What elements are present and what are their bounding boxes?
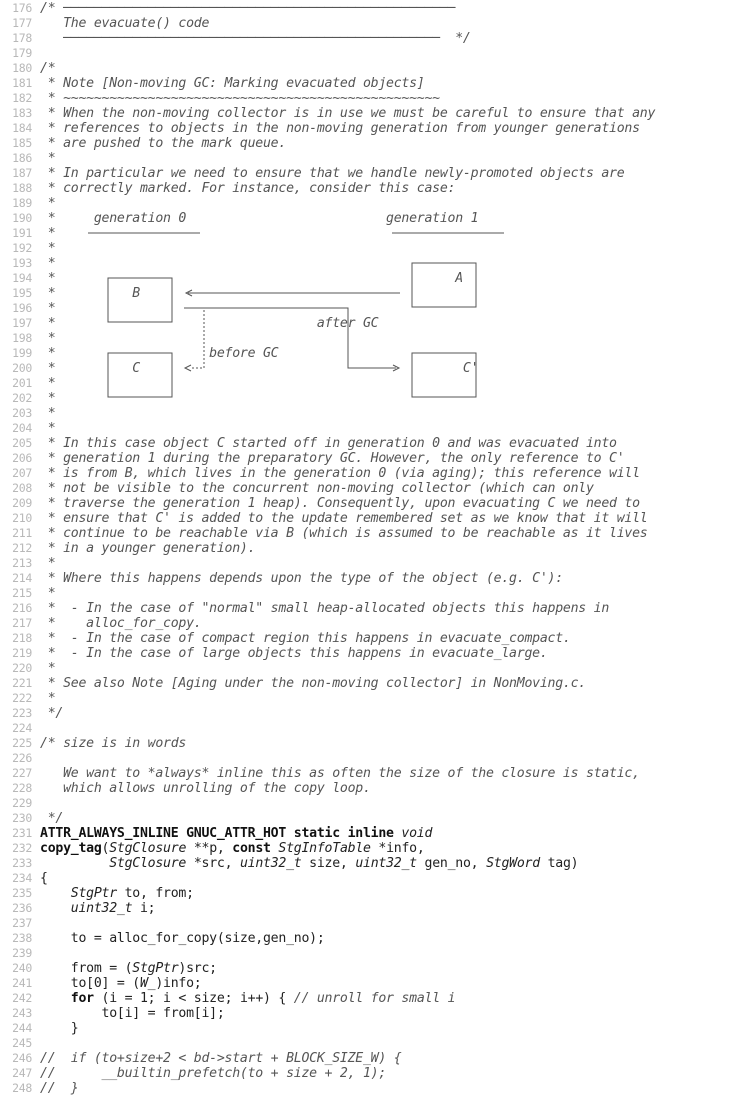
line-number: 206: [12, 451, 32, 465]
line-number: 207: [12, 466, 32, 480]
code-token: *: [40, 151, 56, 166]
line-number: 225: [12, 736, 32, 750]
code-token: ───────────────────────────────────────────────── */: [40, 31, 471, 46]
code-token: to, from;: [116, 886, 194, 901]
code-token: *info,: [370, 841, 425, 856]
code-token: * - In the case of large objects this happens in evacuate_large.: [40, 646, 548, 661]
line-text: [40, 616, 201, 631]
code-token: *: [40, 256, 56, 271]
line-text: [40, 691, 55, 706]
line-number: 211: [12, 526, 32, 540]
line-number: 190: [12, 211, 32, 225]
line-number: 192: [12, 241, 32, 255]
line-number: 177: [12, 16, 32, 30]
line-text: [40, 991, 455, 1006]
line-number: 215: [12, 586, 32, 600]
code-token: * Where this happens depends upon the type of the object (e.g. C'):: [40, 571, 563, 586]
code-token: *: [40, 226, 56, 241]
line-text: [40, 61, 55, 76]
code-token: * In particular we need to ensure that we handle newly-promoted objects are: [40, 166, 625, 181]
line-number: 189: [12, 196, 32, 210]
code-token: /* size is in words: [40, 736, 187, 751]
code-token: [40, 901, 71, 916]
line-number: 209: [12, 496, 32, 510]
code-token: const: [232, 841, 279, 856]
code-token: * B: [40, 286, 140, 301]
code-token: [40, 991, 71, 1006]
line-number: 200: [12, 361, 32, 375]
code-token: * after GC: [40, 316, 379, 331]
line-text: [40, 16, 209, 31]
code-token: * C C': [40, 361, 479, 376]
line-text: [40, 706, 63, 721]
line-number: 193: [12, 256, 32, 270]
line-number: 214: [12, 571, 32, 585]
line-text: [40, 1, 455, 16]
code-token: * - In the case of compact region this happens in evacuate_compact.: [40, 631, 571, 646]
line-number: 237: [12, 916, 32, 930]
line-number: 222: [12, 691, 32, 705]
line-text: [40, 676, 586, 691]
code-token: * generation 0 generation 1: [40, 211, 479, 226]
line-number: 231: [12, 826, 32, 840]
code-token: tag): [539, 856, 579, 871]
code-token: (: [101, 841, 110, 856]
line-text: [40, 871, 48, 886]
line-text: [40, 241, 55, 256]
code-token: *: [40, 421, 56, 436]
code-token: to[i] = from[i];: [40, 1006, 225, 1021]
code-token: The evacuate() code: [40, 16, 210, 31]
line-text: [40, 376, 55, 391]
code-token: [40, 886, 71, 901]
code-token: *: [40, 301, 56, 316]
line-number: 223: [12, 706, 32, 720]
line-number: 202: [12, 391, 32, 405]
code-token: }: [40, 1021, 79, 1036]
code-token: * A: [40, 271, 463, 286]
line-text: [40, 841, 425, 856]
line-number: 186: [12, 151, 32, 165]
line-number: 236: [12, 901, 32, 915]
code-token: for: [70, 991, 94, 1006]
line-text: [40, 526, 647, 541]
line-number: 210: [12, 511, 32, 525]
code-token: i;: [132, 901, 156, 916]
line-text: [40, 76, 424, 91]
line-number: 230: [12, 811, 32, 825]
code-token: // if (to+size+2 < bd->start + BLOCK_SIZE_W) {: [40, 1051, 402, 1066]
line-text: [40, 766, 640, 781]
line-text: [40, 121, 640, 136]
line-number: 224: [12, 721, 32, 735]
line-text: [40, 571, 563, 586]
code-token: *src,: [186, 856, 240, 871]
code-token: * not be visible to the concurrent non-moving collector (which can only: [40, 481, 594, 496]
code-token: *: [40, 661, 56, 676]
line-number: 218: [12, 631, 32, 645]
line-text: [40, 961, 217, 976]
line-number: 234: [12, 871, 32, 885]
line-text: [40, 931, 325, 946]
line-text: [40, 271, 463, 286]
code-token: uint32_t: [355, 856, 417, 871]
line-number: 232: [12, 841, 32, 855]
line-text: [40, 781, 371, 796]
line-number: 181: [12, 76, 32, 90]
code-token: {: [40, 871, 48, 886]
line-text: [40, 436, 617, 451]
line-text: [40, 211, 478, 226]
line-number: 226: [12, 751, 32, 765]
line-text: [40, 316, 378, 331]
code-token: * ~~~~~~~~~~~~~~~~~~~~~~~~~~~~~~~~~~~~~~~~~~~~~~~~~: [40, 91, 440, 106]
code-token: * Note [Non-moving GC: Marking evacuated objects]: [40, 76, 425, 91]
line-text: [40, 286, 140, 301]
line-number: 212: [12, 541, 32, 555]
line-number: 191: [12, 226, 32, 240]
line-text: [40, 826, 432, 841]
line-text: [40, 181, 455, 196]
code-token: to[0] = (: [40, 976, 140, 991]
code-token: // }: [40, 1081, 79, 1096]
code-token: *: [40, 691, 56, 706]
code-token: to = alloc_for_copy(size,gen_no);: [40, 931, 325, 946]
code-token: which allows unrolling of the copy loop.: [40, 781, 371, 796]
line-number: 178: [12, 31, 32, 45]
line-number: 182: [12, 91, 32, 105]
line-text: [40, 496, 640, 511]
line-text: [40, 811, 63, 826]
line-number: 238: [12, 931, 32, 945]
code-token: static inline: [293, 826, 402, 841]
line-text: [40, 391, 55, 406]
code-token: StgInfoTable: [278, 841, 371, 856]
line-text: [40, 976, 202, 991]
code-token: *: [40, 556, 56, 571]
code-token: * are pushed to the mark queue.: [40, 136, 287, 151]
line-number: 221: [12, 676, 32, 690]
code-token: )info;: [155, 976, 202, 991]
line-number: 179: [12, 46, 32, 60]
line-text: [40, 1006, 225, 1021]
line-number: 242: [12, 991, 32, 1005]
line-number: 233: [12, 856, 32, 870]
line-number: 180: [12, 61, 32, 75]
code-token: // unroll for small i: [293, 991, 456, 1006]
code-token: StgClosure: [109, 856, 187, 871]
line-text: [40, 361, 478, 376]
code-token: * See also Note [Aging under the non-moving collector] in NonMoving.c.: [40, 676, 586, 691]
line-number: 241: [12, 976, 32, 990]
line-text: [40, 886, 194, 901]
line-text: [40, 1051, 401, 1066]
code-token: * alloc_for_copy.: [40, 616, 202, 631]
code-token: // __builtin_prefetch(to + size + 2, 1);: [40, 1066, 387, 1081]
code-token: * ensure that C' is added to the update remembered set as we know that it will: [40, 511, 648, 526]
line-text: [40, 646, 548, 661]
code-token: W_: [139, 976, 156, 991]
line-number: 201: [12, 376, 32, 390]
code-token: * correctly marked. For instance, consider this case:: [40, 181, 456, 196]
line-number: 228: [12, 781, 32, 795]
code-token: *: [40, 586, 56, 601]
line-number: 199: [12, 346, 32, 360]
line-number: 187: [12, 166, 32, 180]
line-number: 208: [12, 481, 32, 495]
code-token: **p,: [186, 841, 233, 856]
line-number: 246: [12, 1051, 32, 1065]
code-token: *: [40, 241, 56, 256]
code-token: *: [40, 331, 56, 346]
line-number: 213: [12, 556, 32, 570]
line-text: [40, 406, 55, 421]
code-token: * before GC: [40, 346, 279, 361]
code-token: uint32_t: [70, 901, 133, 916]
line-number: 217: [12, 616, 32, 630]
line-text: [40, 856, 578, 871]
line-text: [40, 661, 55, 676]
line-text: [40, 556, 55, 571]
line-text: [40, 106, 655, 121]
code-token: gen_no,: [416, 856, 487, 871]
line-number: 196: [12, 301, 32, 315]
line-number: 185: [12, 136, 32, 150]
code-token: * in a younger generation).: [40, 541, 256, 556]
line-number: 216: [12, 601, 32, 615]
line-number: 245: [12, 1036, 32, 1050]
line-text: [40, 301, 55, 316]
code-token: void: [401, 826, 433, 841]
line-text: [40, 511, 647, 526]
code-token: * generation 1 during the preparatory GC. However, the only reference to C': [40, 451, 625, 466]
code-token: ATTR_ALWAYS_INLINE GNUC_ATTR_HOT: [40, 826, 294, 841]
line-text: [40, 481, 594, 496]
line-number: 247: [12, 1066, 32, 1080]
code-token: from = (: [40, 961, 133, 976]
line-text: [40, 256, 55, 271]
code-token: *: [40, 391, 56, 406]
line-text: [40, 736, 186, 751]
line-text: [40, 1021, 78, 1036]
code-token: uint32_t: [239, 856, 302, 871]
line-number: 229: [12, 796, 32, 810]
line-number: 227: [12, 766, 32, 780]
line-number: 183: [12, 106, 32, 120]
line-text: [40, 226, 55, 241]
line-number: 188: [12, 181, 32, 195]
code-token: * When the non-moving collector is in use we must be careful to ensure that any: [40, 106, 656, 121]
line-text: [40, 166, 624, 181]
line-number: 197: [12, 316, 32, 330]
line-number: 204: [12, 421, 32, 435]
line-text: [40, 1081, 78, 1096]
line-text: [40, 541, 255, 556]
line-text: [40, 421, 55, 436]
line-text: [40, 331, 55, 346]
line-text: [40, 901, 155, 916]
line-text: [40, 601, 609, 616]
code-token: * continue to be reachable via B (which is assumed to be reachable as it lives: [40, 526, 648, 541]
code-token: /*: [40, 61, 56, 76]
line-text: [40, 151, 55, 166]
line-number: 194: [12, 271, 32, 285]
line-text: [40, 196, 55, 211]
line-text: [40, 466, 640, 481]
line-text: [40, 346, 278, 361]
line-number: 203: [12, 406, 32, 420]
line-number: 235: [12, 886, 32, 900]
line-number: 176: [12, 1, 32, 15]
line-text: [40, 91, 440, 106]
code-token: copy_tag: [40, 841, 102, 856]
line-text: [40, 31, 471, 46]
code-token: StgWord: [486, 856, 540, 871]
code-token: size,: [301, 856, 356, 871]
line-number: 198: [12, 331, 32, 345]
line-text: [40, 136, 286, 151]
line-number: 244: [12, 1021, 32, 1035]
code-token: * is from B, which lives in the generation 0 (via aging); this reference will: [40, 466, 640, 481]
code-token: (i = 1; i < size; i++) {: [93, 991, 294, 1006]
line-text: [40, 451, 624, 466]
code-token: *: [40, 376, 56, 391]
line-number: 205: [12, 436, 32, 450]
code-token: * In this case object C started off in generation 0 and was evacuated into: [40, 436, 617, 451]
code-token: */: [40, 811, 64, 826]
line-number: 195: [12, 286, 32, 300]
code-token: We want to *always* inline this as often the size of the closure is static,: [40, 766, 640, 781]
line-number: 248: [12, 1081, 32, 1095]
code-token: *: [40, 406, 56, 421]
line-text: [40, 586, 55, 601]
code-token: * references to objects in the non-moving generation from younger generations: [40, 121, 640, 136]
code-token: StgPtr: [132, 961, 179, 976]
line-number: 240: [12, 961, 32, 975]
line-text: [40, 1066, 386, 1081]
code-token: StgClosure: [109, 841, 187, 856]
code-token: *: [40, 196, 56, 211]
code-token: */: [40, 706, 64, 721]
line-number: 239: [12, 946, 32, 960]
code-token: )src;: [178, 961, 217, 976]
line-number: 243: [12, 1006, 32, 1020]
line-number: 184: [12, 121, 32, 135]
line-number: 220: [12, 661, 32, 675]
line-number: 219: [12, 646, 32, 660]
code-token: StgPtr: [70, 886, 117, 901]
code-token: /* ───────────────────────────────────────────────────: [40, 1, 456, 16]
code-token: [40, 856, 109, 871]
line-text: [40, 631, 571, 646]
code-token: * - In the case of "normal" small heap-allocated objects this happens in: [40, 601, 610, 616]
code-token: * traverse the generation 1 heap). Consequently, upon evacuating C we need to: [40, 496, 640, 511]
